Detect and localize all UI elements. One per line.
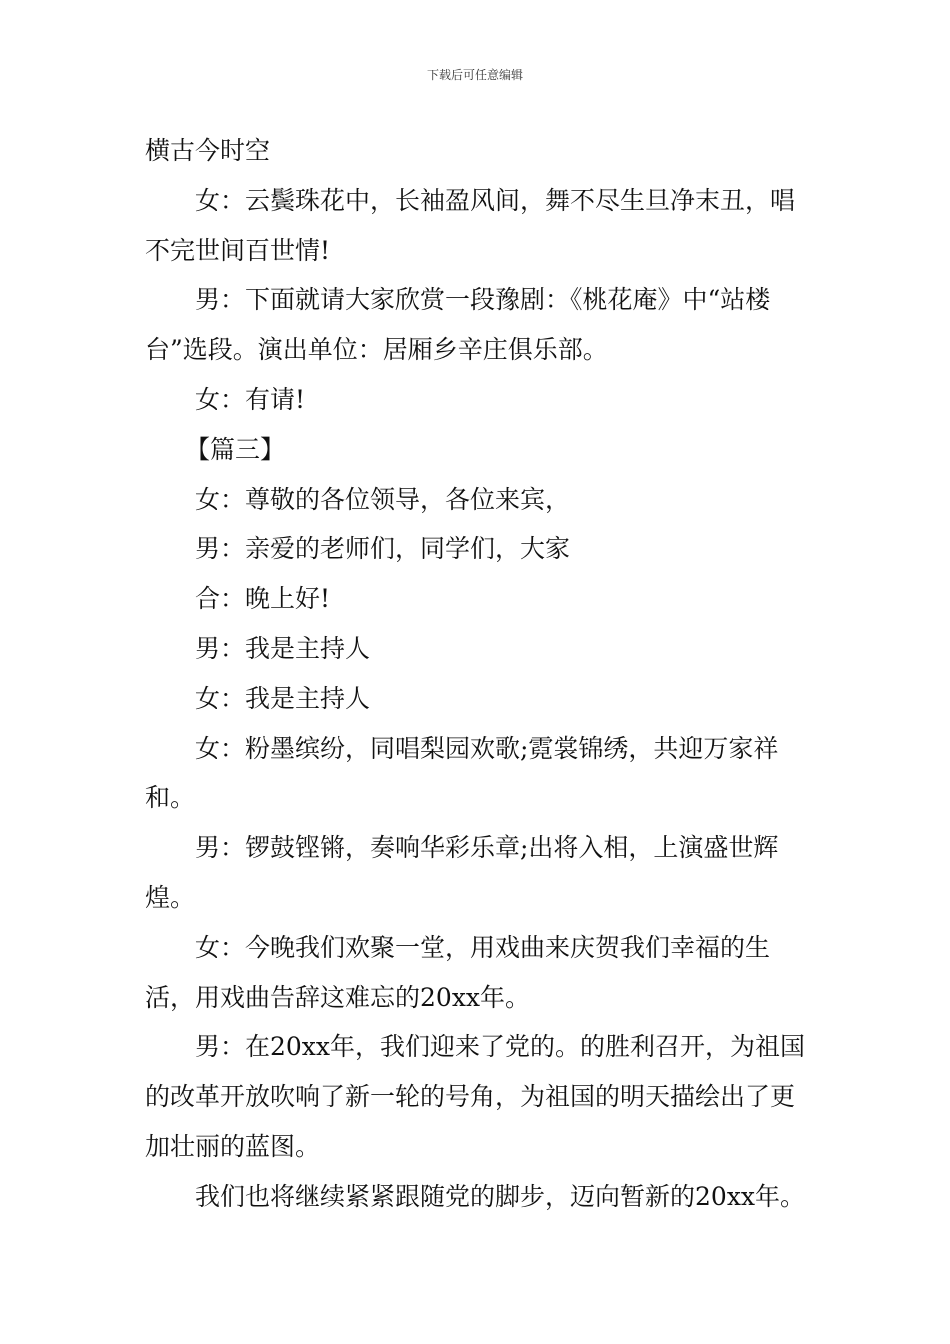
paragraph-2: 女：云鬓珠花中，长袖盈风间，舞不尽生旦净末丑，唱不完世间百世情!: [145, 185, 796, 265]
paragraph-15: 我们也将继续紧紧跟随党的脚步，迈向暂新的20xx年。: [195, 1181, 806, 1211]
paragraph-8: 合：晚上好!: [195, 584, 331, 614]
paragraph-12: 男：锣鼓铿锵，奏响华彩乐章;出将入相，上演盛世辉煌。: [145, 833, 779, 912]
paragraph-1: 横古今时空: [145, 136, 271, 165]
section-heading: 【篇三】: [185, 434, 286, 464]
paragraph-7: 男：亲爱的老师们，同学们，大家: [195, 534, 571, 564]
paragraph-13: 女：今晚我们欢聚一堂，用戏曲来庆贺我们幸福的生活，用戏曲告辞这难忘的20xx年。: [145, 932, 771, 1012]
paragraph-4: 女：有请!: [195, 384, 306, 414]
paragraph-11: 女：粉墨缤纷，同唱梨园欢歌;霓裳锦绣，共迎万家祥和。: [145, 733, 779, 813]
paragraph-14: 男：在20xx年，我们迎来了党的。的胜利召开，为祖国的改革开放吹响了新一轮的号角，为祖国的明天描绘出了更加壮丽的蓝图。: [145, 1032, 806, 1161]
document-body: [145, 126, 810, 1222]
paragraph-9: 男：我是主持人: [195, 633, 371, 663]
paragraph-3: 男：下面就请大家欣赏一段豫剧：《桃花庵》中“站楼台”选段。演出单位：居厢乡辛庄俱乐部。: [145, 285, 771, 365]
paragraph-10: 女：我是主持人: [195, 683, 371, 713]
page-header: 下载后可任意编辑: [426, 68, 523, 82]
paragraph-6: 女：尊敬的各位领导，各位来宾，: [195, 484, 571, 514]
